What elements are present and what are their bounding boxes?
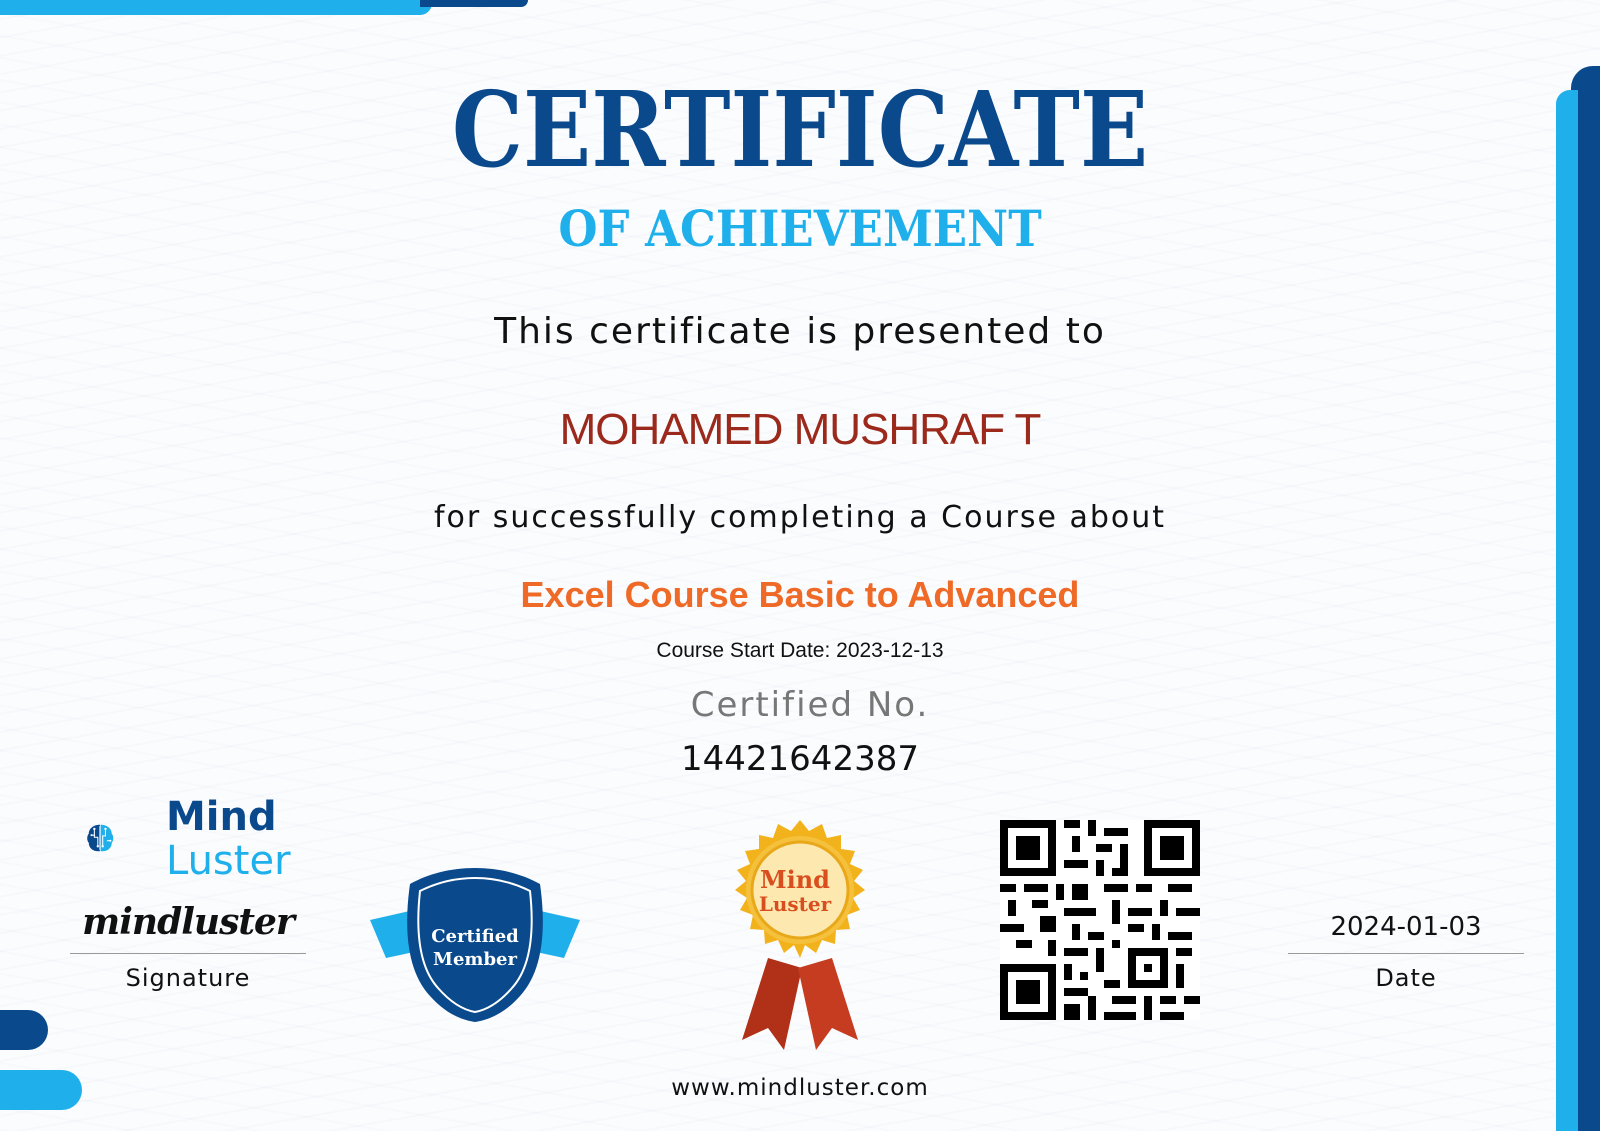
date-label: Date [1375,964,1437,992]
presented-text: This certificate is presented to [494,311,1106,352]
medal-text-luster: Luster [758,892,832,916]
top-decor-bar-dark [420,0,528,7]
gold-medal-icon [710,818,890,1058]
date-line [1288,953,1524,954]
certificate-title: CERTIFICATE [451,68,1149,191]
certified-no-value: 14421642387 [681,739,919,779]
brain-logo-icon [86,798,166,880]
certificate-subtitle: OF ACHIEVEMENT [558,199,1042,258]
course-start-date: Course Start Date: 2023-12-13 [656,639,944,662]
signature-line [70,953,306,954]
certified-no-label: Certified No. [690,685,930,725]
course-name: Excel Course Basic to Advanced [520,574,1080,615]
recipient-name: MOHAMED MUSHRAF T [559,405,1041,454]
logo-text-mind: Mind [166,794,277,840]
date-value: 2024-01-03 [1330,912,1482,942]
medal-text-mind: Mind [760,865,830,894]
badge-text-member: Member [433,949,517,970]
qr-code-icon [1000,820,1200,1020]
badge-text-certified: Certified [431,926,519,947]
left-decor-bar-dark [0,1010,48,1050]
signature-label: Signature [125,964,251,992]
signature-script: mindluster [82,901,294,943]
top-decor-bar-light [0,0,432,15]
logo-text-luster: Luster [166,838,291,884]
website-link[interactable]: www.mindluster.com [671,1075,929,1101]
completing-text: for successfully completing a Course about [433,500,1167,535]
